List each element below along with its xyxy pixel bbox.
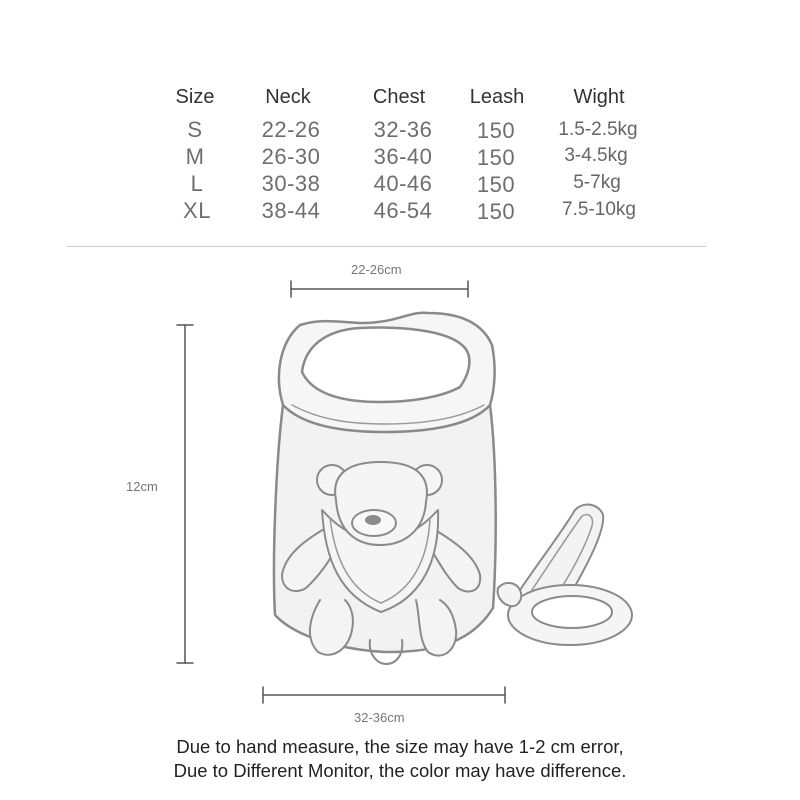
neck-dimension-line <box>291 281 468 297</box>
length-dimension-label: 12cm <box>126 479 158 494</box>
table-cell: 150 <box>476 199 516 224</box>
table-cell: 36-40 <box>373 144 433 169</box>
table-cell: 150 <box>476 172 516 197</box>
header-leash: Leash <box>469 86 525 108</box>
table-cell: 38-44 <box>261 198 321 223</box>
table-cell: 1.5-2.5kg <box>558 119 638 140</box>
collar-opening <box>302 328 469 402</box>
neck-dimension-label: 22-26cm <box>351 262 402 277</box>
table-cell: 7.5-10kg <box>562 199 636 220</box>
table-cell: 30-38 <box>261 171 321 196</box>
table-cell: 32-36 <box>373 117 433 142</box>
table-cell: 150 <box>476 118 516 143</box>
table-cell: 40-46 <box>373 171 433 196</box>
header-size: Size <box>175 86 215 108</box>
leash-clip <box>498 583 522 606</box>
length-dimension-line <box>177 325 193 663</box>
note-measure: Due to hand measure, the size may have 1-2 cm error, <box>176 736 624 757</box>
table-cell: 46-54 <box>373 198 433 223</box>
table-cell: M <box>185 144 205 169</box>
table-cell: S <box>187 117 203 142</box>
table-cell: 22-26 <box>261 117 321 142</box>
chest-dimension-line <box>263 687 505 703</box>
table-cell: L <box>190 171 204 196</box>
table-cell: 150 <box>476 145 516 170</box>
table-cell: 26-30 <box>261 144 321 169</box>
table-cell: 3-4.5kg <box>564 145 628 166</box>
header-neck: Neck <box>265 86 311 108</box>
table-cell: 5-7kg <box>573 172 621 193</box>
chest-dimension-label: 32-36cm <box>354 710 405 725</box>
bear-nose <box>365 515 381 525</box>
header-weight: Wight <box>573 86 625 108</box>
table-cell: XL <box>183 198 211 223</box>
header-chest: Chest <box>372 86 426 108</box>
note-monitor: Due to Different Monitor, the color may have difference. <box>173 760 627 781</box>
